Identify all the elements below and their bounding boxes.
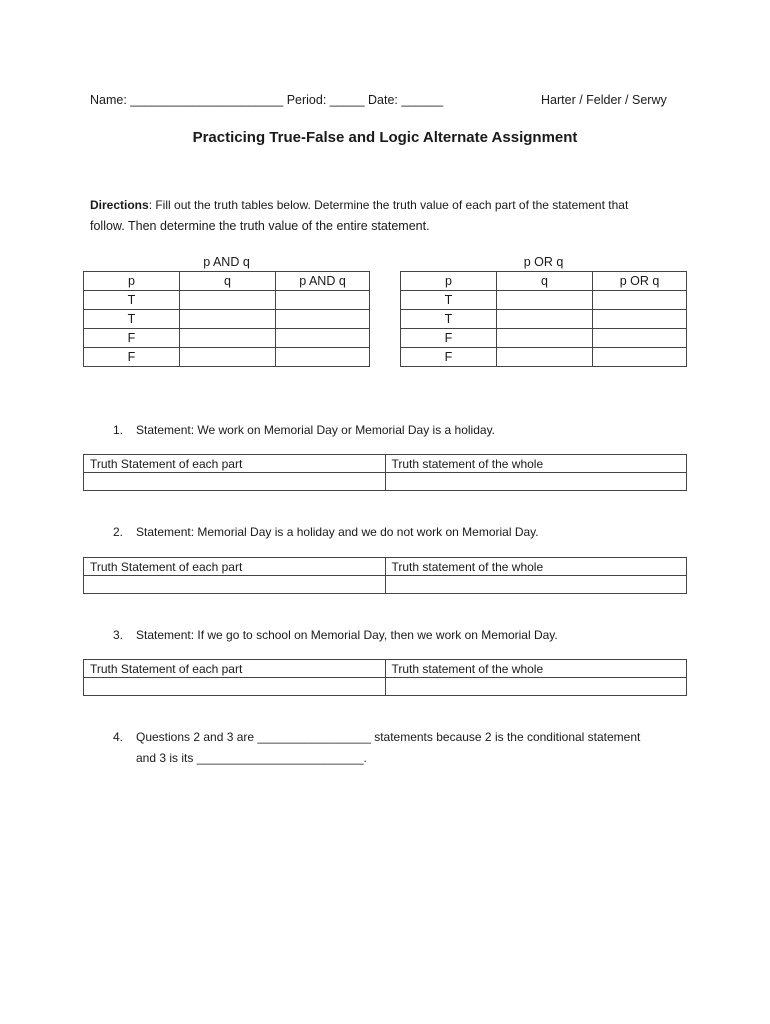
cell-q[interactable]: [497, 348, 593, 367]
cell-p: F: [84, 348, 180, 367]
header-p: p: [401, 272, 497, 291]
answer-each-part[interactable]: [84, 473, 386, 491]
cell-result[interactable]: [593, 291, 687, 310]
cell-result[interactable]: [593, 310, 687, 329]
statement-1-table: [83, 454, 687, 491]
teachers-names: Harter / Felder / Serwy: [541, 93, 667, 107]
table-row: [401, 291, 687, 310]
table-header-row: [401, 272, 687, 291]
col-each-part: Truth Statement of each part: [84, 558, 386, 576]
directions-label: Directions: [90, 198, 149, 212]
statement-1-text: Statement: We work on Memorial Day or Memorial Day is a holiday.: [136, 423, 496, 437]
table-header-row: [84, 558, 687, 576]
cell-result[interactable]: [593, 329, 687, 348]
cell-p: T: [401, 291, 497, 310]
answer-row: [84, 678, 687, 696]
cell-q[interactable]: [180, 348, 276, 367]
col-whole: Truth statement of the whole: [385, 455, 687, 473]
col-each-part: Truth Statement of each part: [84, 660, 386, 678]
table-row: [84, 348, 370, 367]
answer-whole[interactable]: [385, 678, 687, 696]
cell-p: F: [84, 329, 180, 348]
statement-3-text: Statement: If we go to school on Memorial Day, then we work on Memorial Day.: [136, 628, 558, 642]
table-row: [401, 329, 687, 348]
cell-q[interactable]: [180, 310, 276, 329]
table-header-row: [84, 272, 370, 291]
header-p: p: [84, 272, 180, 291]
cell-p: T: [84, 291, 180, 310]
cell-p: F: [401, 348, 497, 367]
cell-p: T: [401, 310, 497, 329]
cell-p: T: [84, 310, 180, 329]
question-4-line-1: Questions 2 and 3 are _________________ statements because 2 is the conditional statement: [136, 730, 641, 744]
cell-q[interactable]: [497, 310, 593, 329]
table-header-row: [84, 660, 687, 678]
cell-q[interactable]: [180, 329, 276, 348]
cell-p: F: [401, 329, 497, 348]
directions-text-1: : Fill out the truth tables below. Determine the truth value of each part of the statement that: [148, 198, 629, 212]
col-each-part: Truth Statement of each part: [84, 455, 386, 473]
cell-q[interactable]: [497, 329, 593, 348]
or-table-caption: p OR q: [523, 255, 564, 269]
header-p-and-q: p AND q: [276, 272, 370, 291]
header-q: q: [497, 272, 593, 291]
answer-whole[interactable]: [385, 473, 687, 491]
question-4-number: 4.: [113, 730, 124, 744]
cell-result[interactable]: [276, 310, 370, 329]
directions-line-2: follow. Then determine the truth value of the entire statement.: [90, 219, 430, 233]
header-p-or-q: p OR q: [593, 272, 687, 291]
and-truth-table: [83, 271, 370, 367]
header-q: q: [180, 272, 276, 291]
question-4-line-2: and 3 is its _________________________.: [136, 751, 367, 765]
table-row: [401, 310, 687, 329]
statement-3-number: 3.: [113, 628, 124, 642]
cell-q[interactable]: [497, 291, 593, 310]
answer-whole[interactable]: [385, 576, 687, 594]
statement-3-table: [83, 659, 687, 696]
table-row: [84, 291, 370, 310]
or-truth-table: [400, 271, 687, 367]
statement-2-text: Statement: Memorial Day is a holiday and we do not work on Memorial Day.: [136, 525, 539, 539]
cell-result[interactable]: [276, 291, 370, 310]
name-period-date-line: Name: ______________________ Period: _____ Date: ______: [90, 93, 444, 107]
page-title: Practicing True-False and Logic Alternate Assignment: [192, 129, 578, 146]
statement-2-table: [83, 557, 687, 594]
cell-result[interactable]: [593, 348, 687, 367]
answer-row: [84, 473, 687, 491]
answer-row: [84, 576, 687, 594]
answer-each-part[interactable]: [84, 678, 386, 696]
cell-result[interactable]: [276, 348, 370, 367]
and-table-caption: p AND q: [203, 255, 250, 269]
statement-2-number: 2.: [113, 525, 124, 539]
table-header-row: [84, 455, 687, 473]
answer-each-part[interactable]: [84, 576, 386, 594]
statement-1-number: 1.: [113, 423, 124, 437]
table-row: [84, 310, 370, 329]
col-whole: Truth statement of the whole: [385, 558, 687, 576]
cell-q[interactable]: [180, 291, 276, 310]
table-row: [401, 348, 687, 367]
col-whole: Truth statement of the whole: [385, 660, 687, 678]
table-row: [84, 329, 370, 348]
cell-result[interactable]: [276, 329, 370, 348]
directions-line-1: [90, 198, 628, 212]
